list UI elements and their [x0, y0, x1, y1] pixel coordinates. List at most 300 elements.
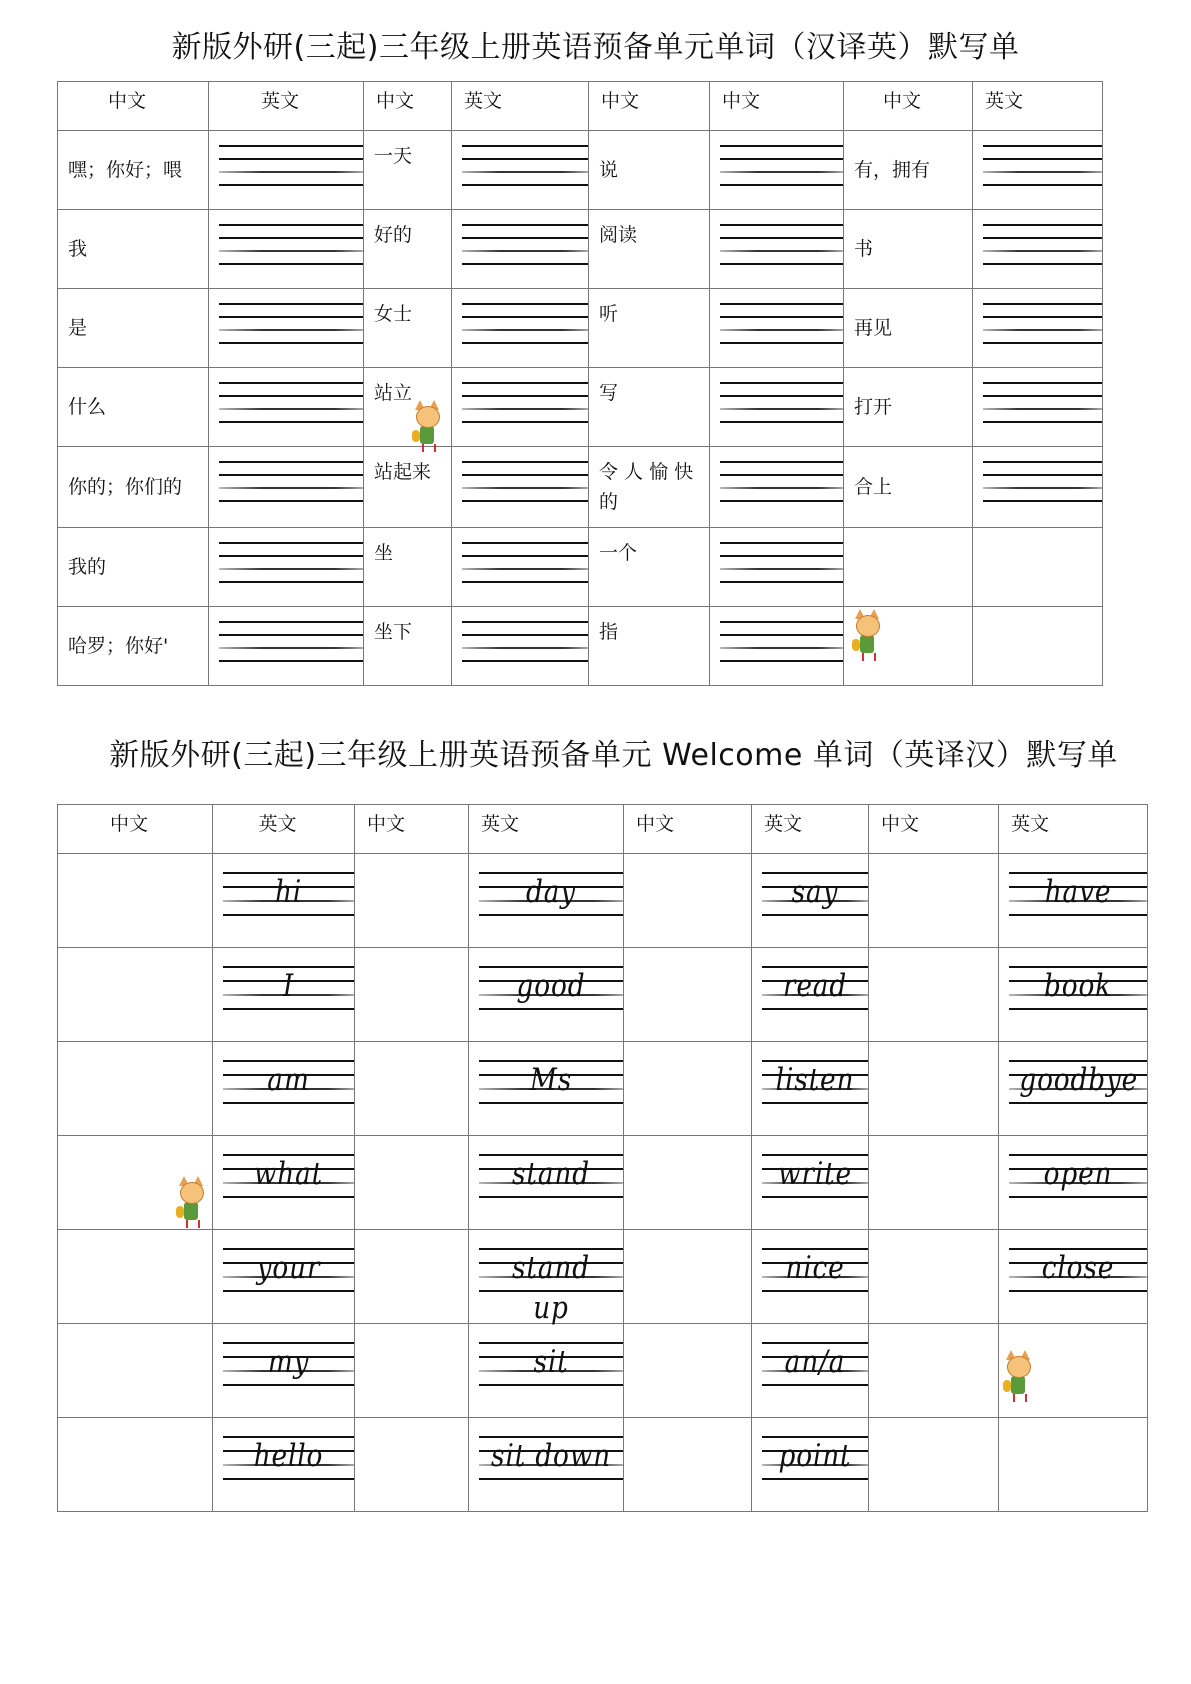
table-row: [58, 368, 1103, 447]
cartoon-part: [412, 430, 420, 442]
chinese-cell: [589, 210, 710, 289]
chinese-word: 嘿；你好；喂: [68, 159, 183, 181]
writing-line: [219, 487, 363, 489]
writing-line: [219, 263, 363, 265]
chinese-cell: [589, 528, 710, 607]
english-word: sit down: [491, 1438, 611, 1474]
writing-line: [720, 621, 843, 623]
english-answer-cell[interactable]: [973, 447, 1103, 528]
english-word: am: [267, 1062, 310, 1098]
writing-lines: [223, 966, 354, 1014]
english-answer-cell[interactable]: [710, 210, 844, 289]
cartoon-part: [186, 1220, 200, 1228]
writing-line: [720, 382, 843, 384]
writing-lines: [720, 621, 843, 669]
chinese-cell: [58, 528, 209, 607]
english-answer-cell[interactable]: [209, 607, 364, 686]
english-answer-cell[interactable]: [452, 607, 589, 686]
column-header: 中文: [844, 82, 973, 131]
english-answer-cell[interactable]: [973, 131, 1103, 210]
chinese-word: 站起来: [374, 461, 432, 483]
writing-lines: [219, 145, 363, 193]
writing-lines: [462, 621, 588, 669]
chinese-cell: [58, 447, 209, 528]
writing-lines: [1009, 1060, 1147, 1108]
table-row: [58, 447, 1103, 528]
writing-line: [462, 568, 588, 570]
writing-lines: [762, 1154, 868, 1202]
writing-line: [720, 395, 843, 397]
english-answer-cell[interactable]: [710, 447, 844, 528]
chinese-cell: [364, 210, 452, 289]
english-word: stand up: [512, 1250, 590, 1326]
worksheet-title-chinese-to-english: 新版外研(三起)三年级上册英语预备单元单词（汉译英）默写单: [171, 30, 1020, 65]
writing-line: [219, 500, 363, 502]
english-answer-cell[interactable]: [710, 368, 844, 447]
column-header: 英文: [752, 805, 869, 854]
writing-lines: [1009, 872, 1147, 920]
english-answer-cell[interactable]: [973, 368, 1103, 447]
english-cell: [469, 1324, 624, 1418]
writing-line: [219, 237, 363, 239]
writing-line: [219, 647, 363, 649]
english-cell: [213, 1230, 355, 1324]
chinese-word: 站立: [374, 382, 413, 404]
chinese-answer-cell[interactable]: [869, 1324, 999, 1418]
writing-line: [720, 263, 843, 265]
english-cell: [752, 1042, 869, 1136]
table-row: [58, 289, 1103, 368]
writing-line: [983, 421, 1102, 423]
writing-line: [983, 382, 1102, 384]
chinese-cell: [844, 447, 973, 528]
english-word: read: [782, 968, 848, 1004]
column-header: 中文: [355, 805, 469, 854]
chinese-answer-cell[interactable]: [355, 1324, 469, 1418]
chinese-answer-cell[interactable]: [624, 1230, 752, 1324]
writing-line: [219, 303, 363, 305]
english-word: hello: [253, 1438, 324, 1474]
chinese-word: 听: [599, 303, 619, 325]
cartoon-part: [180, 1182, 204, 1204]
writing-line: [720, 555, 843, 557]
chinese-cell: [364, 368, 452, 447]
writing-line: [219, 581, 363, 583]
english-word: what: [253, 1156, 324, 1192]
writing-line: [720, 158, 843, 160]
chinese-answer-cell[interactable]: [624, 948, 752, 1042]
chinese-answer-cell[interactable]: [869, 1418, 999, 1512]
chinese-answer-cell[interactable]: [869, 1042, 999, 1136]
column-header: 英文: [469, 805, 624, 854]
english-word: nice: [785, 1250, 845, 1286]
english-cell: [213, 1418, 355, 1512]
writing-line: [983, 171, 1102, 173]
chinese-answer-cell[interactable]: [624, 1136, 752, 1230]
writing-lines: [983, 461, 1102, 509]
writing-line: [462, 421, 588, 423]
chinese-answer-cell[interactable]: [869, 1230, 999, 1324]
writing-line: [462, 171, 588, 173]
writing-lines: [479, 1060, 623, 1108]
english-answer-cell[interactable]: [973, 528, 1103, 607]
chinese-answer-cell[interactable]: [355, 854, 469, 948]
writing-line: [219, 568, 363, 570]
chinese-cell: [364, 447, 452, 528]
writing-line: [462, 660, 588, 662]
writing-line: [462, 542, 588, 544]
table-row: [58, 948, 1148, 1042]
english-word: goodbye: [1019, 1062, 1139, 1098]
chinese-cell: [844, 368, 973, 447]
chinese-answer-cell[interactable]: [58, 1042, 213, 1136]
english-cell: [469, 1136, 624, 1230]
english-cell: [999, 1324, 1148, 1418]
english-cell: [469, 1418, 624, 1512]
writing-line: [983, 474, 1102, 476]
writing-line: [983, 342, 1102, 344]
english-cell: [213, 854, 355, 948]
chinese-word: 女士: [374, 303, 413, 325]
writing-line: [720, 184, 843, 186]
english-cell: [213, 1136, 355, 1230]
english-answer-cell[interactable]: [452, 368, 589, 447]
writing-line: [983, 184, 1102, 186]
column-header: 中文: [589, 82, 710, 131]
chinese-answer-cell[interactable]: [58, 1136, 213, 1230]
chinese-answer-cell[interactable]: [58, 1230, 213, 1324]
writing-lines: [720, 224, 843, 272]
column-header: 中文: [869, 805, 999, 854]
chinese-word: 再见: [854, 317, 893, 339]
english-word: point: [778, 1438, 852, 1474]
writing-line: [462, 382, 588, 384]
writing-line: [462, 581, 588, 583]
writing-line: [462, 250, 588, 252]
writing-lines: [720, 382, 843, 430]
chinese-word: 哈罗；你好': [68, 635, 169, 657]
column-header: 英文: [973, 82, 1103, 131]
chinese-cell: [589, 289, 710, 368]
chinese-cell: [844, 607, 973, 686]
writing-lines: [462, 303, 588, 351]
english-answer-cell[interactable]: [209, 528, 364, 607]
chinese-cell: [844, 528, 973, 607]
column-header: 中文: [624, 805, 752, 854]
writing-line: [720, 634, 843, 636]
cartoon-character-icon: [412, 406, 442, 452]
writing-lines: [219, 621, 363, 669]
english-word: Ms: [529, 1062, 573, 1098]
english-cell: [469, 1230, 624, 1324]
header-row: [58, 82, 1103, 131]
writing-line: [219, 342, 363, 344]
writing-line: [720, 237, 843, 239]
writing-line: [720, 145, 843, 147]
writing-line: [983, 487, 1102, 489]
english-answer-cell[interactable]: [209, 289, 364, 368]
column-header: 英文: [999, 805, 1148, 854]
english-cell: [752, 1136, 869, 1230]
chinese-answer-cell[interactable]: [869, 1136, 999, 1230]
english-cell: [752, 1324, 869, 1418]
writing-lines: [462, 145, 588, 193]
chinese-word: 什么: [68, 396, 107, 418]
cartoon-part: [420, 426, 434, 444]
writing-line: [219, 474, 363, 476]
writing-lines: [223, 1060, 354, 1108]
writing-line: [983, 303, 1102, 305]
chinese-word: 坐: [374, 542, 394, 564]
table-row: [58, 1042, 1148, 1136]
writing-line: [720, 542, 843, 544]
english-cell: [999, 1230, 1148, 1324]
writing-line: [219, 184, 363, 186]
chinese-word: 阅读: [599, 224, 638, 246]
writing-lines: [983, 382, 1102, 430]
english-word: have: [1044, 874, 1112, 910]
writing-line: [219, 660, 363, 662]
writing-line: [462, 342, 588, 344]
writing-lines: [720, 542, 843, 590]
writing-lines: [223, 1342, 354, 1390]
english-cell: [469, 1042, 624, 1136]
chinese-word: 我的: [68, 556, 107, 578]
english-cell: [213, 1324, 355, 1418]
chinese-word: 书: [854, 238, 874, 260]
writing-line: [462, 237, 588, 239]
chinese-answer-cell[interactable]: [624, 1418, 752, 1512]
writing-line: [720, 329, 843, 331]
writing-line: [983, 316, 1102, 318]
cartoon-part: [1011, 1376, 1025, 1394]
chinese-cell: [364, 607, 452, 686]
writing-lines: [462, 461, 588, 509]
english-answer-cell[interactable]: [710, 289, 844, 368]
writing-lines: [1009, 966, 1147, 1014]
chinese-answer-cell[interactable]: [355, 948, 469, 1042]
chinese-answer-cell[interactable]: [355, 1230, 469, 1324]
column-header: 中文: [58, 805, 213, 854]
writing-lines: [219, 461, 363, 509]
chinese-word: 一个: [599, 542, 638, 564]
table-row: [58, 528, 1103, 607]
writing-lines: [223, 1154, 354, 1202]
writing-lines: [1009, 1248, 1147, 1296]
chinese-to-english-table: [57, 81, 1103, 686]
english-cell: [999, 948, 1148, 1042]
chinese-word: 好的: [374, 224, 413, 246]
writing-line: [720, 316, 843, 318]
writing-line: [462, 316, 588, 318]
writing-lines: [219, 303, 363, 351]
chinese-answer-cell[interactable]: [869, 854, 999, 948]
english-cell: [752, 1230, 869, 1324]
english-answer-cell[interactable]: [209, 131, 364, 210]
english-word: my: [267, 1344, 310, 1380]
writing-line: [720, 171, 843, 173]
table-row: [58, 1324, 1148, 1418]
cartoon-character-icon: [852, 615, 882, 661]
chinese-cell: [589, 447, 710, 528]
writing-line: [720, 224, 843, 226]
english-answer-cell[interactable]: [973, 210, 1103, 289]
writing-line: [219, 408, 363, 410]
english-answer-cell[interactable]: [209, 368, 364, 447]
writing-lines: [462, 382, 588, 430]
writing-line: [462, 634, 588, 636]
chinese-answer-cell[interactable]: [355, 1418, 469, 1512]
chinese-cell: [58, 368, 209, 447]
english-cell: [999, 854, 1148, 948]
writing-lines: [223, 1248, 354, 1296]
english-answer-cell[interactable]: [973, 289, 1103, 368]
chinese-answer-cell[interactable]: [355, 1042, 469, 1136]
english-answer-cell[interactable]: [209, 210, 364, 289]
writing-lines: [983, 224, 1102, 272]
chinese-word: 一天: [374, 145, 413, 167]
english-answer-cell[interactable]: [710, 528, 844, 607]
chinese-answer-cell[interactable]: [624, 1324, 752, 1418]
writing-lines: [219, 542, 363, 590]
english-answer-cell[interactable]: [452, 528, 589, 607]
english-cell: [469, 854, 624, 948]
chinese-cell: [58, 210, 209, 289]
worksheet-title-english-to-chinese: 新版外研(三起)三年级上册英语预备单元 Welcome 单词（英译汉）默写单: [109, 738, 1118, 773]
chinese-word: 合上: [854, 476, 893, 498]
chinese-cell: [844, 131, 973, 210]
writing-line: [462, 461, 588, 463]
chinese-answer-cell[interactable]: [624, 854, 752, 948]
writing-line: [219, 171, 363, 173]
english-word: write: [777, 1156, 853, 1192]
english-word: open: [1043, 1156, 1113, 1192]
writing-line: [983, 158, 1102, 160]
chinese-word: 写: [599, 382, 619, 404]
english-cell: [213, 1042, 355, 1136]
chinese-answer-cell[interactable]: [624, 1042, 752, 1136]
cartoon-part: [176, 1206, 184, 1218]
writing-line: [983, 395, 1102, 397]
writing-line: [983, 250, 1102, 252]
writing-line: [983, 461, 1102, 463]
writing-line: [219, 542, 363, 544]
writing-line: [462, 145, 588, 147]
writing-lines: [219, 382, 363, 430]
english-answer-cell[interactable]: [209, 447, 364, 528]
english-word: an/a: [784, 1344, 846, 1380]
writing-lines: [762, 1342, 868, 1390]
chinese-cell: [364, 528, 452, 607]
chinese-cell: [844, 210, 973, 289]
english-cell: [999, 1042, 1148, 1136]
writing-line: [720, 421, 843, 423]
chinese-answer-cell[interactable]: [869, 948, 999, 1042]
writing-line: [983, 145, 1102, 147]
chinese-answer-cell[interactable]: [58, 948, 213, 1042]
table-row: [58, 210, 1103, 289]
writing-line: [462, 555, 588, 557]
writing-line: [720, 342, 843, 344]
table-row: [58, 1418, 1148, 1512]
writing-line: [219, 250, 363, 252]
english-answer-cell[interactable]: [710, 607, 844, 686]
writing-line: [462, 224, 588, 226]
chinese-cell: [364, 131, 452, 210]
english-answer-cell[interactable]: [452, 289, 589, 368]
writing-line: [462, 263, 588, 265]
writing-line: [462, 408, 588, 410]
english-word: good: [516, 968, 586, 1004]
writing-line: [983, 237, 1102, 239]
chinese-answer-cell[interactable]: [58, 1324, 213, 1418]
column-header: 中文: [58, 82, 209, 131]
writing-line: [219, 224, 363, 226]
writing-lines: [223, 872, 354, 920]
english-answer-cell[interactable]: [452, 210, 589, 289]
column-header: 英文: [213, 805, 355, 854]
chinese-answer-cell[interactable]: [58, 1418, 213, 1512]
english-answer-cell[interactable]: [452, 131, 589, 210]
table-row: [58, 1136, 1148, 1230]
writing-line: [983, 500, 1102, 502]
table-row: [58, 131, 1103, 210]
english-cell: [213, 948, 355, 1042]
writing-lines: [479, 872, 623, 920]
chinese-answer-cell[interactable]: [355, 1136, 469, 1230]
writing-lines: [983, 145, 1102, 193]
english-answer-cell[interactable]: [710, 131, 844, 210]
writing-line: [720, 303, 843, 305]
writing-lines: [462, 224, 588, 272]
english-word: stand: [512, 1156, 590, 1192]
chinese-word: 坐下: [374, 621, 413, 643]
chinese-cell: [844, 289, 973, 368]
chinese-word: 打开: [854, 396, 893, 418]
chinese-answer-cell[interactable]: [58, 854, 213, 948]
writing-line: [219, 621, 363, 623]
english-answer-cell[interactable]: [973, 607, 1103, 686]
writing-lines: [762, 1060, 868, 1108]
chinese-word: 令 人 愉 快 的: [599, 461, 694, 513]
writing-line: [462, 474, 588, 476]
chinese-word: 指: [599, 621, 619, 643]
writing-line: [983, 224, 1102, 226]
english-word: listen: [775, 1062, 855, 1098]
chinese-cell: [58, 289, 209, 368]
writing-lines: [720, 303, 843, 351]
writing-lines: [479, 966, 623, 1014]
writing-lines: [479, 1436, 623, 1484]
chinese-word: 我: [68, 238, 88, 260]
cartoon-part: [856, 615, 880, 637]
writing-line: [462, 303, 588, 305]
cartoon-part: [860, 635, 874, 653]
header-row: [58, 805, 1148, 854]
writing-line: [983, 329, 1102, 331]
writing-line: [462, 500, 588, 502]
chinese-word: 说: [599, 159, 619, 181]
writing-line: [983, 408, 1102, 410]
english-answer-cell[interactable]: [452, 447, 589, 528]
column-header: 中文: [364, 82, 452, 131]
writing-line: [720, 250, 843, 252]
writing-lines: [479, 1248, 623, 1326]
english-cell: [752, 1418, 869, 1512]
writing-lines: [762, 966, 868, 1014]
english-cell: [752, 854, 869, 948]
writing-line: [219, 634, 363, 636]
